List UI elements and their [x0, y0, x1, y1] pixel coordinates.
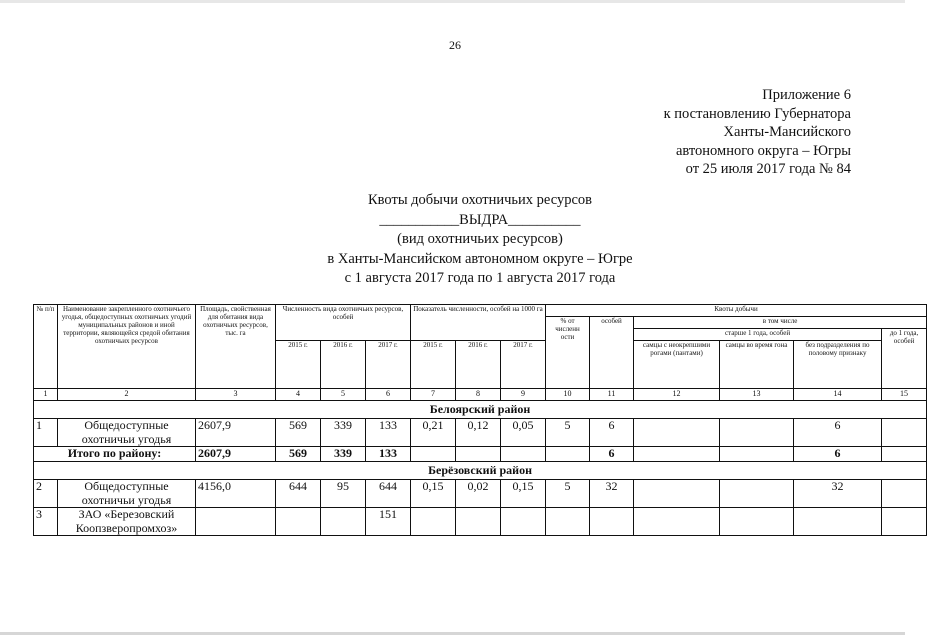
cell-density-2015 [411, 508, 456, 536]
cell-name: Общедоступные охотничьи угодья [58, 480, 196, 508]
cell-no: 3 [34, 508, 58, 536]
cell-percent: 5 [546, 419, 590, 447]
cell-individuals: 6 [590, 419, 634, 447]
title-line: в Ханты-Мансийском автономном округе – Югре [327, 250, 633, 267]
cell-population-2017: 133 [366, 419, 411, 447]
column-number: 8 [456, 389, 501, 401]
total-density-2017 [501, 447, 546, 462]
cell-population-2016: 95 [321, 480, 366, 508]
header-row [34, 305, 927, 317]
header-quota: Квоты добычи [546, 305, 927, 317]
title-line: с 1 августа 2017 года по 1 августа 2017 года [344, 270, 616, 286]
column-number: 7 [411, 389, 456, 401]
cell-density-2015: 0,21 [411, 419, 456, 447]
cell-males [634, 508, 720, 536]
cell-area: 4156,0 [196, 480, 276, 508]
header-individuals: особей [590, 317, 634, 389]
appendix-line: от 25 июля 2017 года № 84 [685, 161, 851, 177]
appendix-reference [664, 86, 851, 179]
scan-edge-top [0, 0, 905, 3]
cell-name: Общедоступные охотничьи угодья [58, 419, 196, 447]
column-number: 13 [720, 389, 794, 401]
table-row [34, 480, 927, 508]
table-row [34, 419, 927, 447]
document-title [250, 191, 710, 289]
column-number: 14 [794, 389, 882, 401]
column-number: 5 [321, 389, 366, 401]
column-number: 11 [590, 389, 634, 401]
quota-table [33, 304, 927, 536]
cell-nosex: 6 [794, 419, 882, 447]
header-name: Наименование закрепленного охотничьего угодья, общедоступных охотничьих угодий муниципальных районов и иной территории, являющейся средой обитания охотничьих ресурсов [58, 305, 196, 389]
column-number: 1 [34, 389, 58, 401]
total-area: 2607,9 [196, 447, 276, 462]
cell-population-2015 [276, 508, 321, 536]
header-area: Площадь, свойственная для обитания вида охотничьих ресурсов, тыс. га [196, 305, 276, 389]
column-number-row [34, 389, 927, 401]
cell-percent: 5 [546, 480, 590, 508]
cell-population-2017: 644 [366, 480, 411, 508]
header-percent: % от численн ости [546, 317, 590, 389]
total-nosex: 6 [794, 447, 882, 462]
title-line: (вид охотничьих ресурсов) [397, 231, 563, 247]
total-males [634, 447, 720, 462]
total-label: Итого по району: [34, 447, 196, 462]
district-name: Берёзовский район [34, 462, 927, 480]
header-year: 2016 г. [321, 341, 366, 389]
cell-population-2017: 151 [366, 508, 411, 536]
total-percent [546, 447, 590, 462]
cell-individuals: 32 [590, 480, 634, 508]
cell-no: 1 [34, 419, 58, 447]
cell-no: 2 [34, 480, 58, 508]
district-name: Белоярский район [34, 401, 927, 419]
cell-density-2016 [456, 508, 501, 536]
cell-density-2015: 0,15 [411, 480, 456, 508]
scan-edge-bottom [0, 632, 905, 635]
column-number: 3 [196, 389, 276, 401]
total-density-2015 [411, 447, 456, 462]
table-row [34, 508, 927, 536]
cell-males [634, 480, 720, 508]
cell-name: ЗАО «Березовский Коопзверопромхоз» [58, 508, 196, 536]
column-number: 12 [634, 389, 720, 401]
cell-rut [720, 508, 794, 536]
header-year: 2015 г. [276, 341, 321, 389]
title-line: Квоты добычи охотничьих ресурсов [368, 192, 592, 208]
cell-rut [720, 419, 794, 447]
header-year: 2015 г. [411, 341, 456, 389]
cell-population-2015: 569 [276, 419, 321, 447]
header-year: 2017 г. [501, 341, 546, 389]
cell-under1 [882, 419, 927, 447]
cell-area: 2607,9 [196, 419, 276, 447]
appendix-line: Приложение 6 [762, 87, 851, 103]
column-number: 15 [882, 389, 927, 401]
page-number: 26 [449, 38, 461, 52]
total-rut [720, 447, 794, 462]
column-number: 10 [546, 389, 590, 401]
cell-nosex [794, 508, 882, 536]
total-density-2016 [456, 447, 501, 462]
column-number: 9 [501, 389, 546, 401]
cell-population-2016 [321, 508, 366, 536]
species-name: ___________ВЫДРА__________ [379, 211, 581, 228]
header-nosex: без подразделения по половому признаку [794, 341, 882, 389]
header-year: 2016 г. [456, 341, 501, 389]
appendix-line: Ханты-Мансийского [723, 124, 851, 140]
total-population-2016: 339 [321, 447, 366, 462]
header-year: 2017 г. [366, 341, 411, 389]
cell-under1 [882, 480, 927, 508]
district-row [34, 401, 927, 419]
cell-density-2016: 0,12 [456, 419, 501, 447]
total-population-2017: 133 [366, 447, 411, 462]
cell-density-2017 [501, 508, 546, 536]
cell-percent [546, 508, 590, 536]
district-row [34, 462, 927, 480]
total-population-2015: 569 [276, 447, 321, 462]
header-older: старше 1 года, особей [634, 329, 882, 341]
cell-nosex: 32 [794, 480, 882, 508]
appendix-line: автономного округа – Югры [675, 142, 851, 159]
cell-rut [720, 480, 794, 508]
cell-density-2016: 0,02 [456, 480, 501, 508]
cell-individuals [590, 508, 634, 536]
header-including: в том числе [634, 317, 927, 329]
appendix-line: к постановлению Губернатора [663, 105, 851, 122]
column-number: 4 [276, 389, 321, 401]
cell-males [634, 419, 720, 447]
total-individuals: 6 [590, 447, 634, 462]
cell-population-2016: 339 [321, 419, 366, 447]
column-number: 6 [366, 389, 411, 401]
header-population: Численность вида охотничьих ресурсов, особей [276, 305, 411, 341]
total-row [34, 447, 927, 462]
header-no: № п/п [34, 305, 58, 389]
cell-population-2015: 644 [276, 480, 321, 508]
column-number: 2 [58, 389, 196, 401]
cell-density-2017: 0,05 [501, 419, 546, 447]
header-density: Показатель численности, особей на 1000 га [411, 305, 546, 341]
cell-density-2017: 0,15 [501, 480, 546, 508]
header-males: самцы с неокрепшими рогами (пантами) [634, 341, 720, 389]
header-under1: до 1 года, особей [882, 329, 927, 389]
cell-area [196, 508, 276, 536]
total-under1 [882, 447, 927, 462]
cell-under1 [882, 508, 927, 536]
header-rut: самцы во время гона [720, 341, 794, 389]
